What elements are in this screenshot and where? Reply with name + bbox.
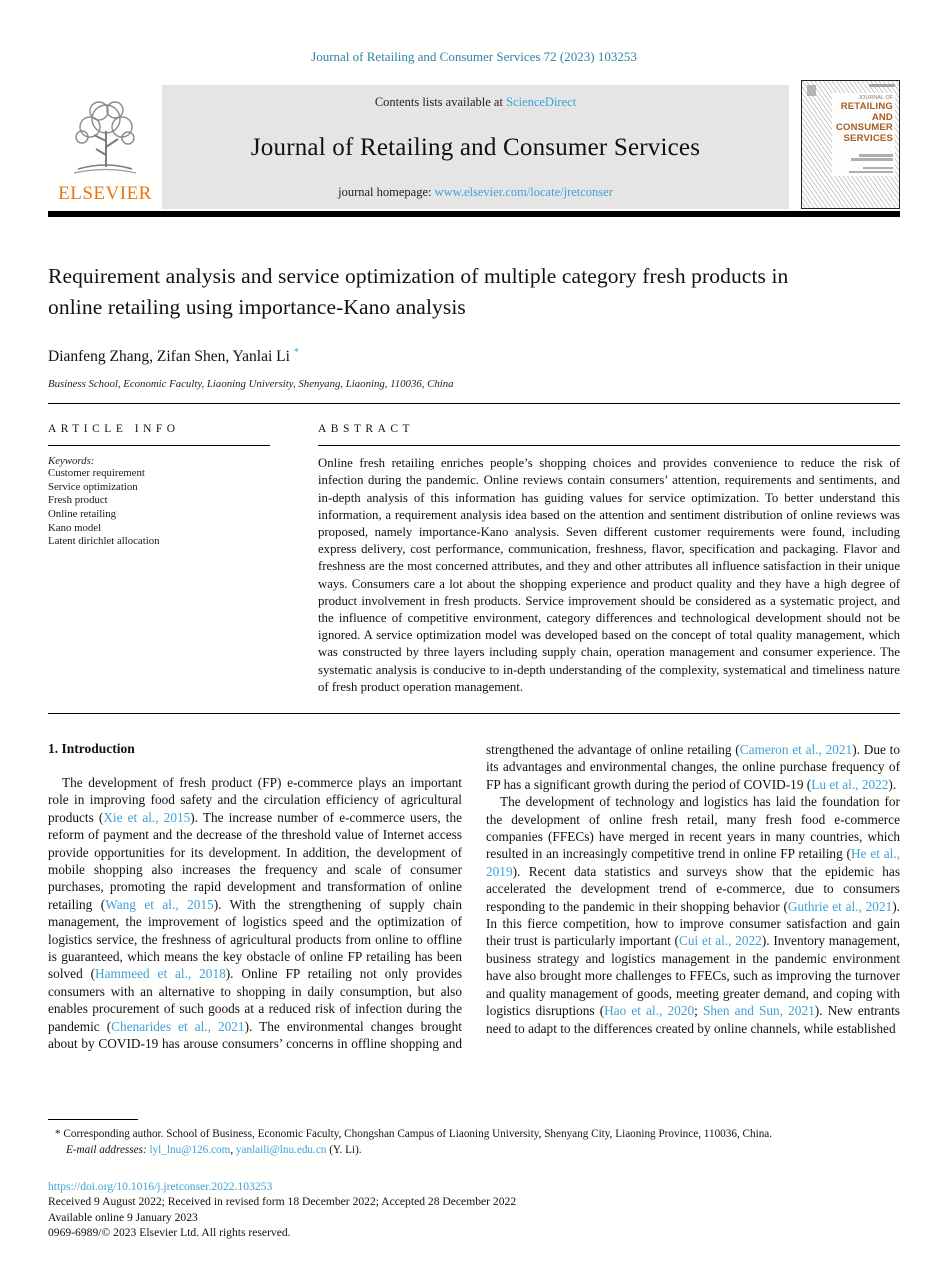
article-info-rule [48,445,270,446]
text-segment: ). Recent data statistics and surveys show that the epidemic has accelerated the development trend of e-commerce, due to consumers responding to the pandemic in their shopping behavior ( [486,863,900,914]
journal-title: Journal of Retailing and Consumer Services [250,133,701,161]
inline-link[interactable]: Cui et al., 2022 [678,933,762,949]
text-segment: ). The increase number of e-commerce users, the reform of payment and the decrease of the threshold value of Internet access provide opportunities for its development. In addition, the development of mobile shopping also increases the frequency and scale of consumer purchases, promoting the rapid development and transformation of online retailing ( [48,809,463,912]
text-segment: ). The environmental changes brought about by COVID-19 has arouse consumers’ concerns in offline shopping and strengthened the advantage of online retailing ( [48,742,740,1052]
cover-editors-mark [849,171,893,174]
keywords-label: Keywords: [48,455,95,468]
sciencedirect-link[interactable]: ScienceDirect [506,95,577,109]
abstract-rule [318,445,900,446]
inline-link[interactable]: He et al., 2019 [486,846,900,879]
introduction-section [48,741,900,1093]
banner-center [162,85,789,209]
cover-title-lines [836,102,893,144]
inline-link[interactable]: Cameron et al., 2021 [739,742,853,757]
footnote-marker: * [55,1128,61,1140]
abstract-bottom-rule [48,713,900,714]
abstract-header: ABSTRACT [318,423,415,436]
inline-link[interactable]: Chenarides et al., 2021 [111,1018,245,1034]
doi-link[interactable]: https://doi.org/10.1016/j.jretconser.2022.103253 [48,1180,273,1193]
text-segment: , [230,1143,236,1156]
article-title: Requirement analysis and service optimization of multiple category fresh products in online retailing using importance-Kano analysis [48,264,789,319]
inline-link[interactable]: lyl_lnu@126.com [149,1143,231,1156]
inline-link[interactable]: yanlaili@lnu.edu.cn [235,1143,327,1156]
elsevier-tree-icon [66,97,144,185]
text-segment: (Y. Li). [326,1143,362,1156]
journal-homepage-link[interactable]: www.elsevier.com/locate/jretconser [434,185,613,199]
cover-title-lines-item: CONSUMER [835,122,893,133]
section-heading-introduction: 1. Introduction [48,741,135,756]
inline-link[interactable]: Lu et al., 2022 [811,776,889,792]
text-segment: The development of fresh product (FP) e-commerce plays an important role in improving food safety and the circulation efficiency of agricultural products ( [48,775,462,825]
corresponding-author-note [48,1127,900,1143]
text-segment: ). Inventory management, business strategy and logistics management in the pandemic environment have also brought more challenges to FFECs, such as improving the turnover and quality management of goods, meeting greater demand, and coping with logistics disruptions ( [486,933,900,1019]
keywords-list-item: Customer requirement [48,467,145,480]
homepage-line [338,185,613,200]
text-segment: ). Due to its advantages and environmental changes, the online purchase frequency of FP has a significant growth during the period of COVID-19 ( [486,742,900,792]
keywords-list-item: Kano model [48,521,102,534]
contents-prefix: Contents lists available at [374,95,507,109]
journal-cover-thumbnail[interactable] [801,80,900,209]
publication-details [48,1179,900,1241]
affiliation: Business School, Economic Faculty, Liaoning University, Shenyang, Liaoning, 110036, China [48,378,454,391]
text-segment: ). Online FP retailing not only provides consumers with an alternative to shopping in daily consumption, but also enables procurement of such goods at a reduced risk of infection during the pandemic ( [48,966,462,1034]
abstract-text: Online fresh retailing enriches people’s shopping choices and provides convenience to reduce the risk of infection during the pandemic. Online reviews contain consumers’ attention, requirements and sentiments, and in-depth analysis of this information has guiding values for service optimization. To better understand this information, a requirement analysis idea based on the attention and sentiment distribution of online reviews was proposed, namely importance-Kano analysis. Seven different customer requirements were found, including express delivery, cost performance, communication, freshness, flavor, specification and packaging. Flavor and freshness are the most concerned attributes, and they and other attributes all influence satisfaction in their unique ways. Consumers care a lot about the shopping experience and product quality and they have a high degree of product involvement in fresh products. Service improvement should be considered as a systematic project, and the influence of competitive environment, category differences and technological development should not be ignored. A service optimization model was developed based on the concept of total quality management, which was constructed by three layers including supply chain, operation management and consumer experience. The systematic analysis is conducive to in-depth understanding of the complexity, systematical and timeliness nature of fresh product operation management. [318,456,900,694]
keywords-list-item: Online retailing [48,507,117,520]
elsevier-logo[interactable] [48,85,162,209]
homepage-prefix: journal homepage: [338,185,435,199]
affiliation-rule [48,403,900,404]
footnote [48,1127,900,1158]
elsevier-wordmark: ELSEVIER [58,183,152,204]
intro-paragraph-2 [486,793,900,1037]
available-online: Available online 9 January 2023 [48,1210,198,1224]
article-info-header: ARTICLE INFO [48,423,180,436]
text-segment: ). [888,776,897,792]
contents-line [375,95,576,110]
abstract-column [318,423,900,696]
cover-editors-mark [863,167,893,170]
cover-title-lines-item: SERVICES [843,132,893,144]
info-abstract-section [48,423,900,696]
inline-link[interactable]: Wang et al., 2015 [105,896,214,912]
journal-banner [48,85,789,209]
issn-copyright: 0969-6989/© 2023 Elsevier Ltd. All rights reserved. [48,1226,291,1240]
keywords-list-item: Latent dirichlet allocation [48,535,160,548]
footnote-text: Corresponding author. School of Business, Economic Faculty, Chongshan Campus of Liaoning University, Shenyang City, Liaoning Province, 110036, China. [60,1128,773,1140]
footnote-separator [48,1119,138,1120]
inline-link[interactable]: Guthrie et al., 2021 [787,898,893,914]
cover-journal-of: JOURNAL OF [858,95,893,101]
cover-title-lines-item: AND [871,111,893,123]
inline-link[interactable]: Hammeed et al., 2018 [95,966,226,982]
journal-reference: Journal of Retailing and Consumer Services 72 (2023) 103253 [311,49,637,64]
text-segment: E-mail addresses: [66,1143,150,1156]
author-names: Dianfeng Zhang, Zifan Shen, Yanlai Li [48,348,290,366]
inline-link[interactable]: Xie et al., 2015 [103,809,191,825]
journal-header [48,85,900,209]
text-segment: ). In this fierce competition, how to improve consumer satisfaction and gain their trust is particularly important ( [486,898,900,949]
cover-issn-mark [869,84,895,87]
corresponding-author-mark[interactable]: * [293,347,299,358]
header-divider-bar [48,211,900,217]
author-line [48,347,900,366]
cover-subtitle-mark [859,154,893,157]
cover-subtitle-mark [851,158,893,161]
inline-link[interactable]: Hao et al., 2020 [604,1003,695,1019]
text-segment: ). New entrants need to adapt to the differences created by online channels, while established [486,1003,900,1036]
keywords-list-item: Service optimization [48,480,138,493]
article-info-column [48,423,270,696]
cover-text [832,93,895,176]
received-dates: Received 9 August 2022; Received in revised form 18 December 2022; Accepted 28 December 2022 [48,1195,517,1209]
inline-link[interactable]: Shen and Sun, 2021 [702,1003,815,1019]
keywords-list-item: Fresh product [48,494,108,507]
text-segment: ). With the strengthening of supply chain management, the improvement of logistics speed and the optimization of logistics service, the freshness of agricultural products from online to offline is guaranteed, which means the key obstacle of online FP retailing has been solved ( [48,896,462,982]
cover-title-lines-item: RETAILING [840,101,893,112]
cover-crest-icon [807,85,816,96]
column-gap [270,423,318,696]
keywords-list [48,467,270,549]
text-segment: The development of technology and logistics has laid the foundation for the development of online fresh retail, many fresh food e-commerce companies (FFECs) have merged in recent years in many countries, which resulted in an increasingly competitive trend in online FP retailing ( [486,794,900,862]
text-segment: ; [694,1003,703,1019]
cover-wrap [793,85,900,209]
email-addresses-line [48,1143,900,1159]
